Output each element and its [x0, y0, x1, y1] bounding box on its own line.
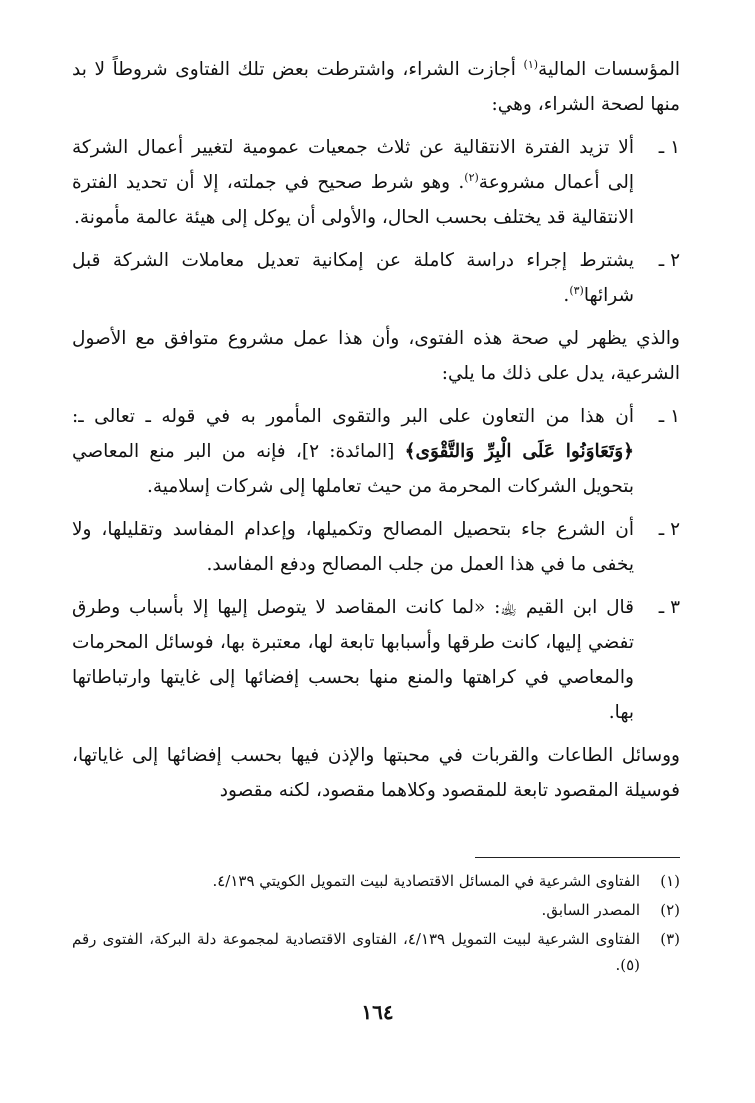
footnote-divider: [475, 857, 680, 858]
footnote-number: (١): [660, 872, 680, 890]
condition-text: ألا تزيد الفترة الانتقالية عن ثلاث جمعيات عمومية لتغيير أعمال الشركة إلى أعمال مشروعة: [72, 137, 635, 193]
evidence-text-cont: [المائدة: ٢]، فإنه من البر منع المعاصي بتحويل الشركات المحرمة من حيث تعاملها إلى شركات إسلامية.: [72, 441, 634, 497]
evidence-text: أن هذا من التعاون على البر والتقوى المأمور به في قوله ـ تعالى ـ:: [72, 406, 634, 427]
footnote-number: (٢): [660, 901, 680, 919]
item-number: ١ ـ: [658, 137, 680, 158]
page-number: ١٦٤: [361, 1000, 394, 1024]
condition-text-cont: . وهو شرط صحيح في جملته، إلا أن تحديد الفترة الانتقالية قد يختلف بحسب الحال، والأولى أن يوكل إلى هيئة عالمة مأمونة.: [72, 172, 634, 228]
closing-paragraph: ووسائل الطاعات والقربات في محبتها والإذن فيها بحسب إفضائها إلى غاياتها، فوسيلة المقصود تابعة للمقصود وكلاهما مقصود، لكنه مقصود: [72, 745, 680, 801]
page-body: [72, 52, 680, 816]
footnote-ref-1[interactable]: (١): [523, 57, 539, 71]
evidence-item-1: [72, 399, 680, 504]
item-number: ١ ـ: [658, 406, 680, 427]
footnote-ref-2[interactable]: (٢): [464, 170, 479, 184]
footnote-text: الفتاوى الشرعية لبيت التمويل ٤/١٣٩، الفتاوى الاقتصادية لمجموعة دلة البركة، الفتوى رقم (٥).: [72, 930, 641, 974]
footnote-number: (٣): [660, 930, 680, 948]
footnote-text: المصدر السابق.: [541, 901, 640, 919]
intro-paragraph: [72, 52, 680, 122]
condition-item-2: [72, 243, 680, 313]
opinion-paragraph: والذي يظهر لي صحة هذه الفتوى، وأن هذا عمل مشروع متوافق مع الأصول الشرعية، يدل على ذلك ما يلي:: [72, 328, 680, 384]
evidence-text: قال ابن القيم ﵀: «لما كانت المقاصد لا يتوصل إليها إلا بأسباب وطرق تفضي إليها، كانت طرقها وأسبابها تابعة لها، معتبرة بها، فوسائل المحرمات والمعاصي في كراهتها والمنع منها بحسب إفضائها إلى غايتها وارتباطاتها بها.: [72, 597, 634, 723]
quran-verse: ﴿وَتَعَاوَنُوا عَلَى الْبِرِّ وَالتَّقْوَى﴾: [404, 441, 635, 462]
footnote-2: [72, 897, 680, 923]
condition-item-1: [72, 130, 680, 235]
footnote-1: [72, 868, 680, 894]
footnote-text: الفتاوى الشرعية في المسائل الاقتصادية لبيت التمويل الكويتي ٤/١٣٩.: [212, 872, 640, 890]
intro-text-cont: أجازت الشراء، واشترطت بعض تلك الفتاوى شروطاً لا بد منها لصحة الشراء، وهي:: [72, 59, 680, 115]
evidence-item-2: [72, 512, 680, 582]
evidence-text: أن الشرع جاء بتحصيل المصالح وتكميلها، وإعدام المفاسد وتقليلها، ولا يخفى ما في هذا العمل من جلب المصالح ودفع المفاسد.: [72, 519, 634, 575]
item-number: ٢ ـ: [658, 519, 680, 540]
item-number: ٣ ـ: [658, 597, 680, 618]
footnote-3: [72, 926, 680, 978]
footnote-ref-3[interactable]: (٣): [569, 283, 584, 297]
item-number: ٢ ـ: [658, 250, 680, 271]
evidence-item-3: [72, 590, 680, 730]
condition-text: يشترط إجراء دراسة كاملة عن إمكانية تعديل معاملات الشركة قبل شرائها: [72, 250, 634, 306]
intro-text: المؤسسات المالية: [538, 59, 681, 80]
footnotes: [72, 868, 680, 981]
condition-text-cont: .: [563, 285, 570, 306]
